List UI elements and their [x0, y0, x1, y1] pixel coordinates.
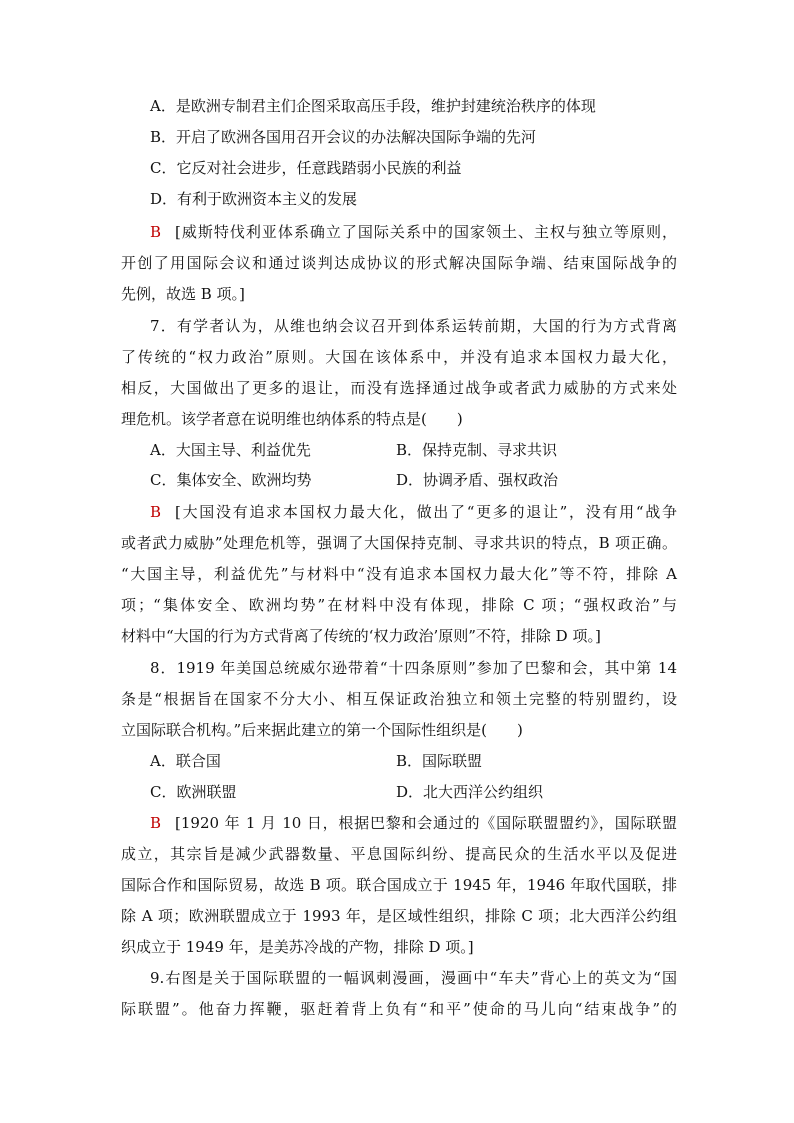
q8-option-d: D．北大西洋公约组织 [396, 783, 544, 801]
q7-option-c: C．集体安全、欧洲均势 [150, 471, 312, 489]
q6-answer: B [150, 223, 162, 241]
q8-option-c: C．欧洲联盟 [150, 783, 237, 801]
q7-stem-line-2: 了传统的“权力政治”原则。大国在该体系中，并没有追求本国权力最大化， [121, 348, 677, 366]
q9-stem-line-2: 际联盟”。他奋力挥鞭，驱赶着背上负有“和平”使命的马儿向“结束战争”的 [121, 1000, 677, 1018]
q6-explanation-line-1: B [威斯特伐利亚体系确立了国际关系中的国家领土、主权与独立等原则， [150, 223, 677, 241]
q7-explanation-line-3: “大国主导，利益优先”与材料中“没有追求本国权力最大化”等不符，排除 A [121, 565, 677, 583]
q7-option-a: A．大国主导、利益优先 [150, 441, 311, 459]
q6-option-d: D．有利于欧洲资本主义的发展 [150, 190, 358, 208]
q7-option-d: D．协调矛盾、强权政治 [396, 471, 559, 489]
q8-explanation-line-3: 国际合作和国际贸易，故选 B 项。联合国成立于 1945 年，1946 年取代国联，排 [121, 876, 677, 894]
q8-explanation-line-2: 成立，其宗旨是减少武器数量、平息国际纠纷、提高民众的生活水平以及促进 [121, 845, 677, 863]
q8-stem-line-1: 8．1919 年美国总统威尔逊带着“十四条原则”参加了巴黎和会，其中第 14 [150, 659, 677, 677]
q7-explanation-line-1: B [大国没有追求本国权力最大化，做出了“更多的退让”，没有用“战争 [150, 503, 677, 521]
q8-stem-line-3: 立国际联合机构。”后来据此建立的第一个国际性组织是( ) [121, 721, 523, 739]
q7-explanation-line-4: 项；“集体安全、欧洲均势”在材料中没有体现，排除 C 项；“强权政治”与 [121, 596, 677, 614]
q6-explanation-line-3: 先例，故选 B 项。] [121, 285, 245, 303]
q8-explanation-line-4: 除 A 项；欧洲联盟成立于 1993 年，是区域性组织，排除 C 项；北大西洋公约组 [121, 907, 677, 925]
q7-stem-line-1: 7．有学者认为，从维也纳会议召开到体系运转前期，大国的行为方式背离 [150, 317, 677, 335]
q8-explanation-line-5: 织成立于 1949 年，是美苏冷战的产物，排除 D 项。] [121, 938, 474, 956]
q7-stem-line-4: 理危机。该学者意在说明维也纳体系的特点是( ) [121, 410, 463, 428]
q7-option-b: B．保持克制、寻求共识 [396, 441, 558, 459]
q6-option-c: C．它反对社会进步，任意践踏弱小民族的利益 [150, 159, 462, 177]
q7-stem-line-3: 相反，大国做出了更多的退让，而没有选择通过战争或者武力威胁的方式来处 [121, 379, 677, 397]
q6-explanation-line-2: 开创了用国际会议和通过谈判达成协议的形式解决国际争端、结束国际战争的 [121, 254, 677, 272]
q6-option-b: B．开启了欧洲各国用召开会议的办法解决国际争端的先河 [150, 128, 537, 146]
q7-explanation-line-5: 材料中“大国的行为方式背离了传统的‘权力政治’原则”不符，排除 D 项。] [121, 627, 601, 645]
q8-answer: B [150, 814, 162, 832]
q8-option-b: B．国际联盟 [396, 752, 483, 770]
q8-stem-line-2: 条是“根据旨在国家不分大小、相互保证政治独立和领土完整的特别盟约，设 [121, 690, 677, 708]
q6-option-a: A．是欧洲专制君主们企图采取高压手段，维护封建统治秩序的体现 [150, 97, 596, 115]
q9-stem-line-1: 9.右图是关于国际联盟的一幅讽刺漫画，漫画中“车夫”背心上的英文为“国 [150, 969, 677, 987]
q8-option-a: A．联合国 [150, 752, 221, 770]
q8-explanation-line-1: B [1920 年 1 月 10 日，根据巴黎和会通过的《国际联盟盟约》，国际联盟 [150, 814, 677, 832]
q7-explanation-line-2: 或者武力威胁”处理危机等，强调了大国保持克制、寻求共识的特点，B 项正确。 [121, 534, 677, 552]
q7-answer: B [150, 503, 162, 521]
